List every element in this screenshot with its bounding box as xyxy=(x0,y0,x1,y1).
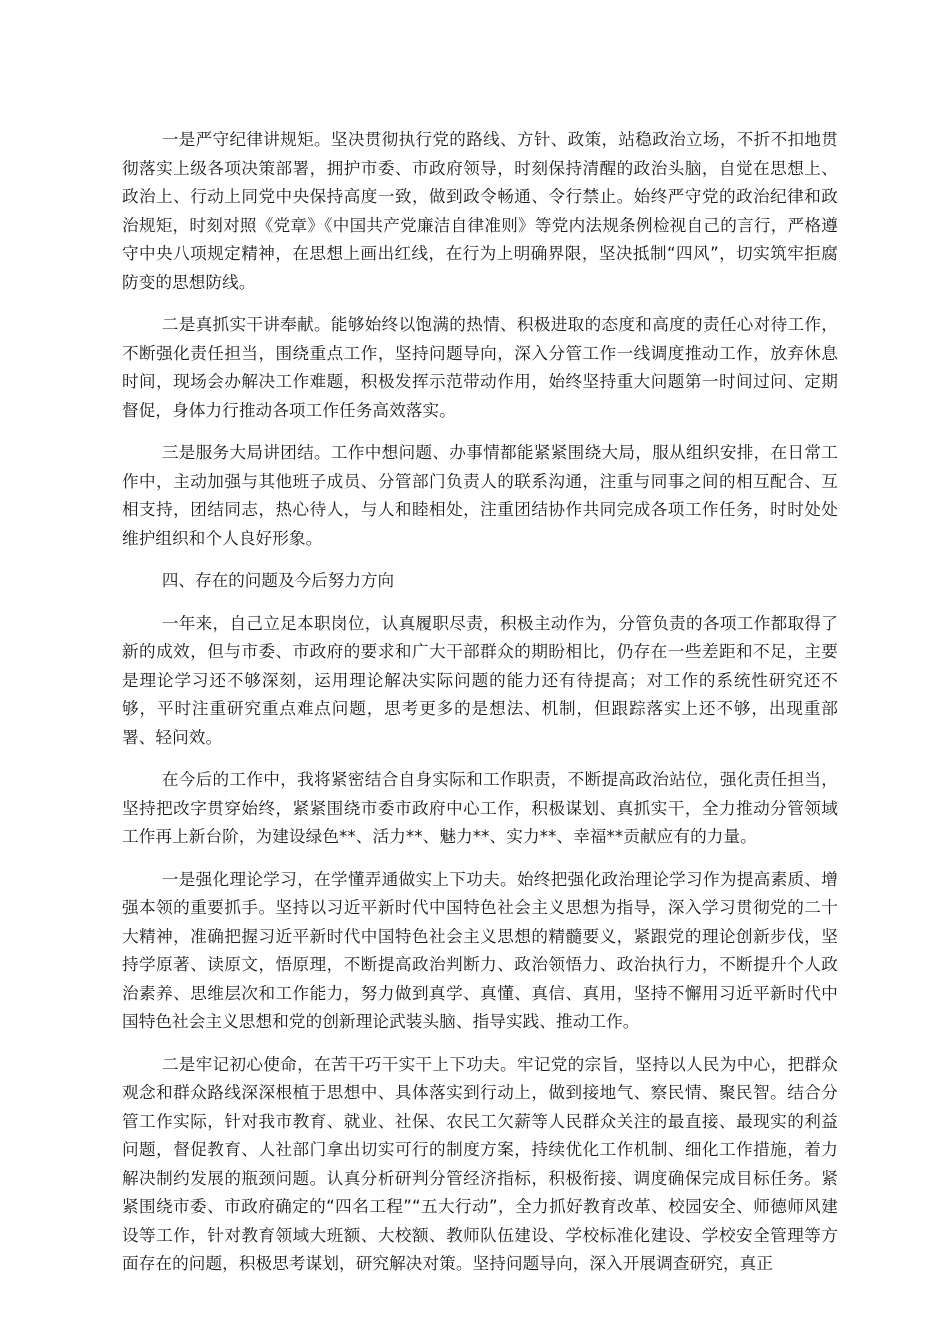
paragraph-future-work: 在今后的工作中，我将紧密结合自身实际和工作职责，不断提高政治站位，强化责任担当，坚持把改字贯穿始终，紧紧围绕市委市政府中心工作，积极谋划、真抓实干，全力推动分管领域工作再上新台阶，为建设绿色**、活力**、魅力**、实力**、幸福**贡献应有的力量。 xyxy=(122,770,838,846)
document-body xyxy=(122,126,838,1293)
paragraph-shortcomings: 一年来，自己立足本职岗位，认真履职尽责，积极主动作为，分管负责的各项工作都取得了新的成效，但与市委、市政府的要求和广大干部群众的期盼相比，仍存在一些差距和不足，主要是理论学习还不够深刻，运用理论解决实际问题的能力还有待提高；对工作的系统性研究还不够，平时注重研究重点难点问题，思考更多的是想法、机制，但跟踪落实上还不够，出现重部署、轻问效。 xyxy=(122,613,838,747)
paragraph-dedication: 二是真抓实干讲奉献。能够始终以饱满的热情、积极进取的态度和高度的责任心对待工作，不断强化责任担当，围绕重点工作，坚持问题导向，深入分管工作一线调度推动工作，放弃休息时间，现场会办解决工作难题，积极发挥示范带动作用，始终坚持重大问题第一时间过问、定期督促，身体力行推动各项工作任务高效落实。 xyxy=(122,315,838,420)
paragraph-unity: 三是服务大局讲团结。工作中想问题、办事情都能紧紧围绕大局，服从组织安排，在日常工作中，主动加强与其他班子成员、分管部门负责人的联系沟通，注重与同事之间的相互配合、互相支持，团结同志，热心待人，与人和睦相处，注重团结协作共同完成各项工作任务，时时处处维护组织和个人良好形象。 xyxy=(122,443,838,548)
paragraph-theory-study: 一是强化理论学习，在学懂弄通做实上下功夫。始终把强化政治理论学习作为提高素质、增强本领的重要抓手。坚持以习近平新时代中国特色社会主义思想为指导，深入学习贯彻党的二十大精神，准确把握习近平新时代中国特色社会主义思想的精髓要义，紧跟党的理论创新步伐，坚持学原著、读原文，悟原理，不断提高政治判断力、政治领悟力、政治执行力，不断提升个人政治素养、思维层次和工作能力，努力做到真学、真懂、真信、真用，坚持不懈用习近平新时代中国特色社会主义思想和党的创新理论武装头脑、指导实践、推动工作。 xyxy=(122,869,838,1031)
paragraph-discipline: 一是严守纪律讲规矩。坚决贯彻执行党的路线、方针、政策，站稳政治立场，不折不扣地贯彻落实上级各项决策部署，拥护市委、市政府领导，时刻保持清醒的政治头脑，自觉在思想上、政治上、行动上同党中央保持高度一致，做到政令畅通、令行禁止。始终严守党的政治纪律和政治规矩，时刻对照《党章》《中国共产党廉洁自律准则》等党内法规条例检视自己的言行，严格遵守中央八项规定精神，在思想上画出红线，在行为上明确界限，坚决抵制“四风”，切实筑牢拒腐防变的思想防线。 xyxy=(122,130,838,292)
paragraph-original-mission: 二是牢记初心使命，在苦干巧干实干上下功夫。牢记党的宗旨，坚持以人民为中心，把群众观念和群众路线深深根植于思想中、具体落实到行动上，做到接地气、察民情、聚民智。结合分管工作实际，针对我市教育、就业、社保、农民工欠薪等人民群众关注的最直接、最现实的利益问题，督促教育、人社部门拿出切实可行的制度方案，持续优化工作机制、细化工作措施，着力解决制约发展的瓶颈问题。认真分析研判分管经济指标，积极衔接、调度确保完成目标任务。紧紧围绕市委、市政府确定的“四名工程”“五大行动”，全力抓好教育改革、校园安全、师德师风建设等工作，针对教育领域大班额、大校额、教师队伍建设、学校标准化建设、学校安全管理等方面存在的问题，积极思考谋划，研究解决对策。坚持问题导向，深入开展调查研究，真正 xyxy=(122,1054,838,1273)
section-heading-problems: 四、存在的问题及今后努力方向 xyxy=(161,571,395,590)
